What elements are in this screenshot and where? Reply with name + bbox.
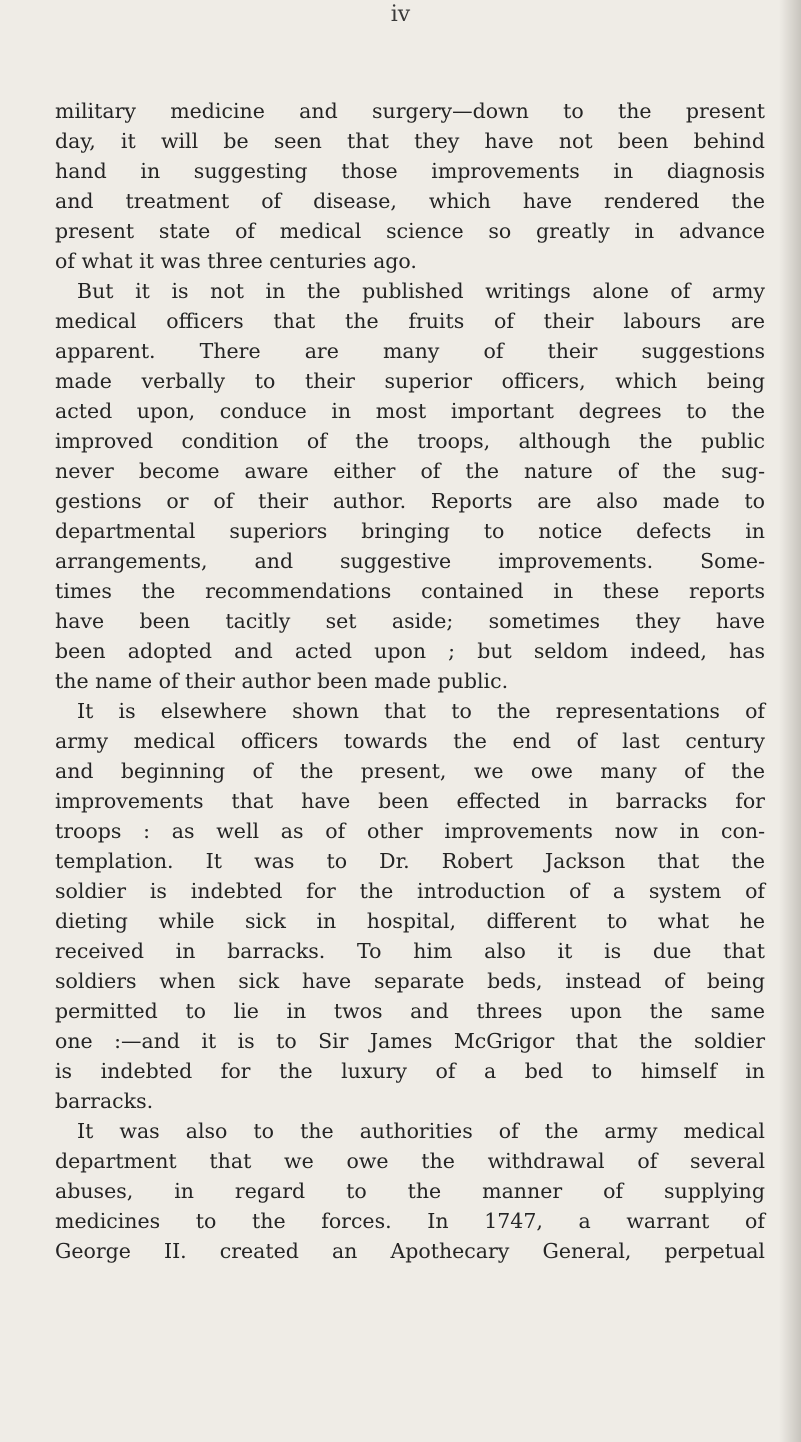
text-line: soldier is indebted for the introduction of a system of xyxy=(55,879,765,903)
text-line: present state of medical science so greatly in advance xyxy=(55,219,765,243)
page-edge-shadow xyxy=(779,0,801,1442)
text-line: troops : as well as of other improvements now in con- xyxy=(55,819,765,843)
page-number: iv xyxy=(390,2,411,27)
text-line: have been tacitly set aside; sometimes they have xyxy=(55,609,765,633)
text-line: hand in suggesting those improvements in diagnosis xyxy=(55,159,765,183)
text-line: arrangements, and suggestive improvements. Some- xyxy=(55,549,765,573)
text-line: It is elsewhere shown that to the representations of xyxy=(77,699,765,723)
text-line: made verbally to their superior officers, which being xyxy=(55,369,765,393)
text-line: medicines to the forces. In 1747, a warrant of xyxy=(55,1209,765,1233)
text-line: George II. created an Apothecary General, perpetual xyxy=(55,1239,765,1263)
text-line: dieting while sick in hospital, different to what he xyxy=(55,909,765,933)
text-line: It was also to the authorities of the army medical xyxy=(77,1119,765,1143)
text-line: army medical officers towards the end of last century xyxy=(55,729,765,753)
text-line: acted upon, conduce in most important degrees to the xyxy=(55,399,765,423)
text-line: and beginning of the present, we owe many of the xyxy=(55,759,765,783)
text-line: gestions or of their author. Reports are also made to xyxy=(55,489,765,513)
text-line: never become aware either of the nature of the sug- xyxy=(55,459,765,483)
text-line: abuses, in regard to the manner of supplying xyxy=(55,1179,765,1203)
text-line: templation. It was to Dr. Robert Jackson that the xyxy=(55,849,765,873)
text-line: is indebted for the luxury of a bed to himself in xyxy=(55,1059,765,1083)
text-line: department that we owe the withdrawal of several xyxy=(55,1149,765,1173)
text-line: barracks. xyxy=(55,1089,154,1113)
text-line: But it is not in the published writings alone of army xyxy=(77,279,765,303)
text-line: military medicine and surgery—down to the present xyxy=(55,99,765,123)
text-line: improved condition of the troops, although the public xyxy=(55,429,765,453)
text-line: soldiers when sick have separate beds, instead of being xyxy=(55,969,765,993)
text-line: improvements that have been effected in barracks for xyxy=(55,789,765,813)
text-line: one :—and it is to Sir James McGrigor that the soldier xyxy=(55,1029,765,1053)
text-line: departmental superiors bringing to notice defects in xyxy=(55,519,765,543)
text-line: received in barracks. To him also it is due that xyxy=(55,939,765,963)
text-line: the name of their author been made public. xyxy=(55,669,509,693)
text-line: day, it will be seen that they have not been behind xyxy=(55,129,765,153)
text-line: of what it was three centuries ago. xyxy=(55,249,417,273)
text-line: times the recommendations contained in these reports xyxy=(55,579,765,603)
text-line: apparent. There are many of their suggestions xyxy=(55,339,765,363)
text-line: medical officers that the fruits of their labours are xyxy=(55,309,765,333)
text-line: and treatment of disease, which have rendered the xyxy=(55,189,765,213)
text-line: been adopted and acted upon ; but seldom indeed, has xyxy=(55,639,765,663)
text-line: permitted to lie in twos and threes upon the same xyxy=(55,999,765,1023)
